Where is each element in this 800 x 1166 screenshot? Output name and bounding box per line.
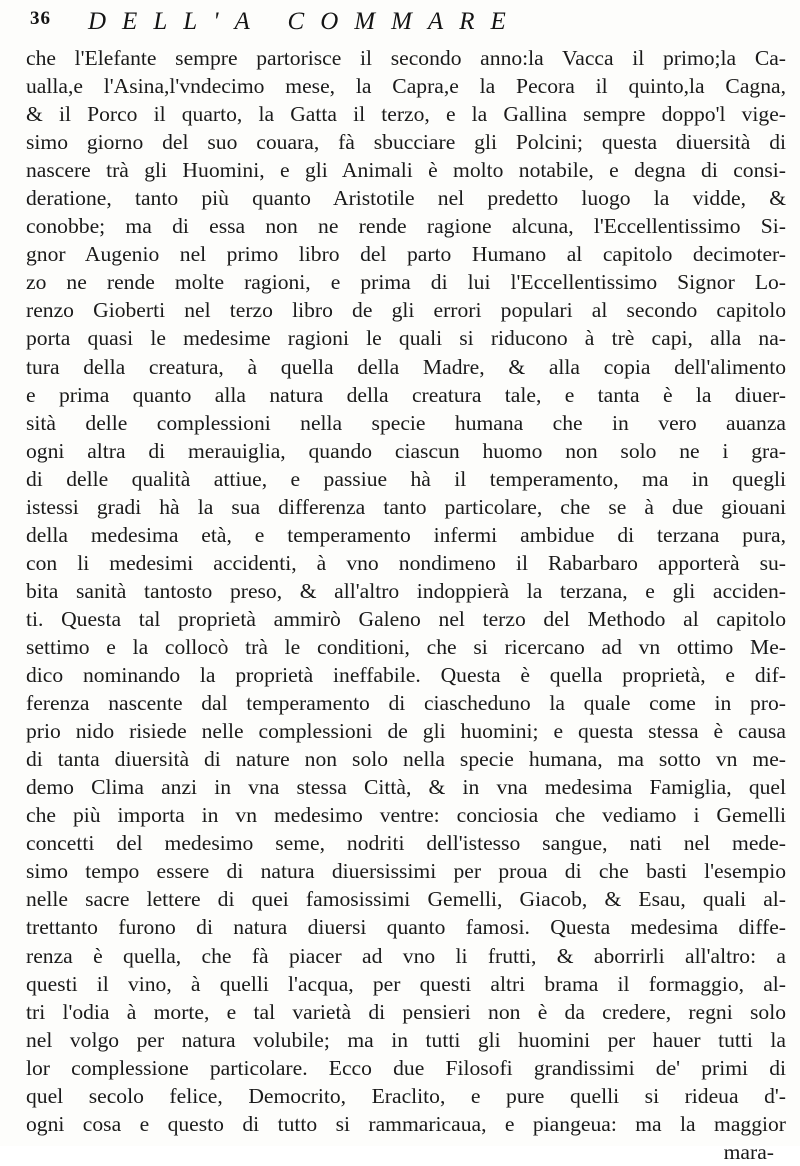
text-line: e prima quanto alla natura della creatura tale, e tanta è la diuer- [26, 382, 786, 407]
text-line: bita sanità tantosto preso, & all'altro indoppierà la terzana, e gli acciden- [26, 578, 786, 603]
body-text [26, 44, 786, 1166]
text-line: & il Porco il quarto, la Gatta il terzo, e la Gallina sempre doppo'l vige- [26, 102, 786, 127]
text-line: della medesima età, e temperamento infermi ambidue di terzana pura, [26, 522, 786, 547]
text-line: ogni cosa e questo di tutto si rammaricaua, e piangeua: ma la maggior [26, 1111, 786, 1136]
text-line: tri l'odia à morte, e tal varietà di pensieri non è da credere, regni solo [26, 999, 786, 1024]
text-line: istessi gradi hà la sua differenza tanto particolare, che se à due giouani [26, 494, 786, 519]
text-line: di tanta diuersità di nature non solo nella specie humana, ma sotto vn me- [26, 747, 786, 772]
page-header [30, 8, 770, 42]
text-line: zo ne rende molte ragioni, e prima di lui l'Eccellentissimo Signor Lo- [26, 270, 786, 295]
text-line: nelle sacre lettere di quei famosissimi Gemelli, Giacob, & Esau, quali al- [26, 887, 786, 912]
text-line: demo Clima anzi in vna stessa Città, & in vna medesima Famiglia, quel [26, 775, 786, 800]
text-line: dico nominando la proprietà ineffabile. Questa è quella proprietà, e dif- [26, 663, 786, 688]
text-line: deratione, tanto più quanto Aristotile nel predetto luogo la vidde, & [26, 186, 786, 211]
text-line: porta quasi le medesime ragioni le quali si riducono à trè capi, alla na- [26, 326, 786, 351]
text-line: ualla,e l'Asina,l'vndecimo mese, la Capra,e la Pecora il quinto,la Cagna, [26, 74, 786, 99]
text-line: ferenza nascente dal temperamento di ciascheduno la quale come in pro- [26, 691, 786, 716]
text-line: che l'Elefante sempre partorisce il secondo anno:la Vacca il primo;la Ca- [26, 46, 786, 70]
text-line: concetti del medesimo seme, nodriti dell'istesso sangue, nati nel mede- [26, 831, 786, 856]
text-line: gnor Augenio nel primo libro del parto Humano al capitolo decimoter- [26, 242, 786, 267]
text-line: di delle qualità attiue, e passiue hà il temperamento, ma in quegli [26, 466, 786, 491]
text-line: conobbe; ma di essa non ne rende ragione alcuna, l'Eccellentissimo Si- [26, 214, 786, 239]
text-line: che più importa in vn medesimo ventre: conciosia che vediamo i Gemelli [26, 803, 786, 828]
text-line: prio nido risiede nelle complessioni de gli huomini; e questa stessa è causa [26, 719, 786, 744]
page-number: 36 [30, 8, 51, 29]
text-line: renzo Gioberti nel terzo libro de gli errori populari al secondo capitolo [26, 298, 786, 323]
text-line: settimo e la collocò trà le conditioni, che si ricercano ad vn ottimo Me- [26, 634, 786, 659]
text-line: nel volgo per natura volubile; ma in tutti gli huomini per hauer tutti la [26, 1027, 786, 1052]
text-line: mara- [723, 1139, 774, 1164]
text-line: lor complessione particolare. Ecco due Filosofi grandissimi de' primi di [26, 1055, 786, 1080]
text-line: nascere trà gli Huomini, e gli Animali è molto notabile, e degna di consi- [26, 158, 786, 183]
text-line: ogni altra di merauiglia, quando ciascun huomo non solo ne i gra- [26, 438, 786, 463]
text-line: simo giorno del suo couara, fà sbucciare gli Polcini; questa diuersità di [26, 130, 786, 155]
text-line: con li medesimi accidenti, à vno nondimeno il Rabarbaro apporterà su- [26, 550, 786, 575]
text-line: questi il vino, à quelli l'acqua, per questi altri brama il formaggio, al- [26, 971, 786, 996]
text-line: trettanto furono di natura diuersi quanto famosi. Questa medesima diffe- [26, 915, 786, 940]
text-line: simo tempo essere di natura diuersissimi per proua di che basti l'esempio [26, 859, 786, 884]
text-line: sità delle complessioni nella specie humana che in vero auanza [26, 410, 786, 435]
running-head: DELL'A COMMARE [88, 8, 522, 35]
text-line: tura della creatura, à quella della Madre, & alla copia dell'alimento [26, 354, 786, 379]
text-line: ti. Questa tal proprietà ammirò Galeno nel terzo del Methodo al capitolo [26, 606, 786, 631]
text-line: quel secolo felice, Democrito, Eraclito, e pure quelli si rideua d'- [26, 1083, 786, 1108]
text-line: renza è quella, che fà piacer ad vno li frutti, & aborrirli all'altro: a [26, 943, 786, 968]
